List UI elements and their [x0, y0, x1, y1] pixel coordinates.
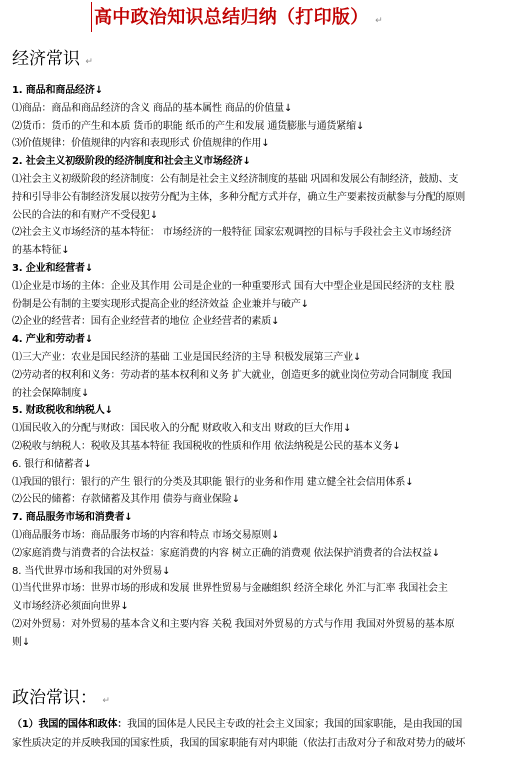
- outline-line: 6. 银行和储蓄者↓: [12, 458, 92, 470]
- outline-line: ⑴我国的银行：银行的产生 银行的分类及其职能 银行的业务和作用 建立健全社会信用体系↓: [12, 476, 414, 488]
- section-heading-politics: [12, 687, 110, 712]
- outline-line: ⑵对外贸易：对外贸易的基本含义和主要内容 关税 我国对外贸易的方式与作用 我国对外贸易的基本原: [12, 618, 455, 630]
- text-cursor: [91, 2, 92, 32]
- document-title-block: [0, 0, 509, 36]
- section-heading-economics: [12, 48, 93, 73]
- paragraph-lead: （1）我国的国体和政体：: [12, 719, 128, 730]
- outline-heading: 2. 社会主义初级阶段的经济制度和社会主义市场经济↓: [12, 156, 251, 168]
- paragraph-line: [12, 715, 504, 734]
- politics-paragraph: [12, 715, 504, 753]
- outline-line: ⑴商品服务市场：商品服务市场的内容和特点 市场交易原则↓: [12, 529, 280, 541]
- document-title: [94, 4, 383, 32]
- outline-line: 持和引导非公有制经济发展以按劳分配为主体，多种分配方式并存，确立生产要素按贡献参与分配的原则: [12, 191, 466, 203]
- outline-line: ⑴国民收入的分配与财政：国民收入的分配 财政收入和支出 财政的巨大作用↓: [12, 423, 352, 435]
- outline-heading: 7. 商品服务市场和消费者↓: [12, 512, 133, 524]
- outline-line: 的社会保障制度↓: [12, 387, 90, 399]
- outline-line: 的基本特征↓: [12, 245, 70, 257]
- outline-line: 则↓: [12, 636, 31, 648]
- paragraph-mark-icon: ↵: [102, 696, 110, 706]
- outline-line: ⑴商品：商品和商品经济的含义 商品的基本属性 商品的价值量↓: [12, 102, 293, 114]
- outline-line: ⑵社会主义市场经济的基本特征： 市场经济的一般特征 国家宏观调控的目标与手段社会主义市场经济: [12, 227, 452, 239]
- outline-line: 义市场经济必须面向世界↓: [12, 601, 129, 613]
- outline-heading: 4. 产业和劳动者↓: [12, 334, 94, 346]
- document-title-text: 高中政治知识总结归纳（打印版）: [94, 7, 369, 28]
- outline-line: ⑴当代世界市场：世界市场的形成和发展 世界性贸易与金融组织 经济全球化 外汇与汇率 我国社会主: [12, 583, 448, 595]
- section-heading-text: 经济常识: [12, 49, 80, 69]
- section-heading-text: 政治常识：: [12, 688, 97, 708]
- outline-line: 公民的合法的和有财产不受侵犯↓: [12, 209, 159, 221]
- outline-line: ⑵税收与纳税人：税收及其基本特征 我国税收的性质和作用 依法纳税是公民的基本义务↓: [12, 440, 401, 452]
- outline-heading: 1. 商品和商品经济↓: [12, 85, 103, 96]
- outline-line: ⑵劳动者的权利和义务：劳动者的基本权利和义务 扩大就业，创造更多的就业岗位劳动合同制度 我国: [12, 369, 452, 381]
- economics-outline: [12, 82, 502, 652]
- outline-line: ⑴企业是市场的主体：企业及其作用 公司是企业的一种重要形式 国有大中型企业是国民经济的支柱 股: [12, 280, 455, 292]
- outline-line: 8. 当代世界市场和我国的对外贸易↓: [12, 565, 171, 577]
- outline-line: ⑵企业的经营者：国有企业经营者的地位 企业经营者的素质↓: [12, 316, 280, 328]
- paragraph-text: 我国的国体是人民民主专政的社会主义国家；我国的国家职能，是由我国的国: [127, 719, 463, 730]
- outline-line: ⑴三大产业：农业是国民经济的基础 工业是国民经济的主导 积极发展第三产业↓: [12, 351, 362, 363]
- outline-heading: 3. 企业和经营者↓: [12, 262, 94, 274]
- outline-line: ⑵货币：货币的产生和本质 货币的职能 纸币的产生和发展 通货膨胀与通货紧缩↓: [12, 120, 365, 132]
- outline-line: ⑵公民的储蓄：存款储蓄及其作用 债券与商业保险↓: [12, 494, 240, 506]
- paragraph-line: 家性质决定的并反映我国的国家性质，我国的国家职能有对内职能（依法打击敌对分子和敌对势力的破坏: [12, 738, 466, 749]
- outline-line: 份制是公有制的主要实现形式提高企业的经济效益 企业兼并与破产↓: [12, 298, 309, 310]
- outline-line: ⑶价值规律：价值规律的内容和表现形式 价值规律的作用↓: [12, 138, 270, 150]
- paragraph-mark-icon: ↵: [85, 57, 93, 67]
- outline-line: ⑴社会主义初级阶段的经济制度：公有制是社会主义经济制度的基础 巩固和发展公有制经济，鼓励、支: [12, 173, 459, 185]
- outline-heading: 5. 财政税收和纳税人↓: [12, 405, 113, 417]
- paragraph-mark-icon: ↵: [375, 16, 383, 26]
- outline-line: ⑵家庭消费与消费者的合法权益：家庭消费的内容 树立正确的消费观 依法保护消费者的合法权益↓: [12, 547, 440, 559]
